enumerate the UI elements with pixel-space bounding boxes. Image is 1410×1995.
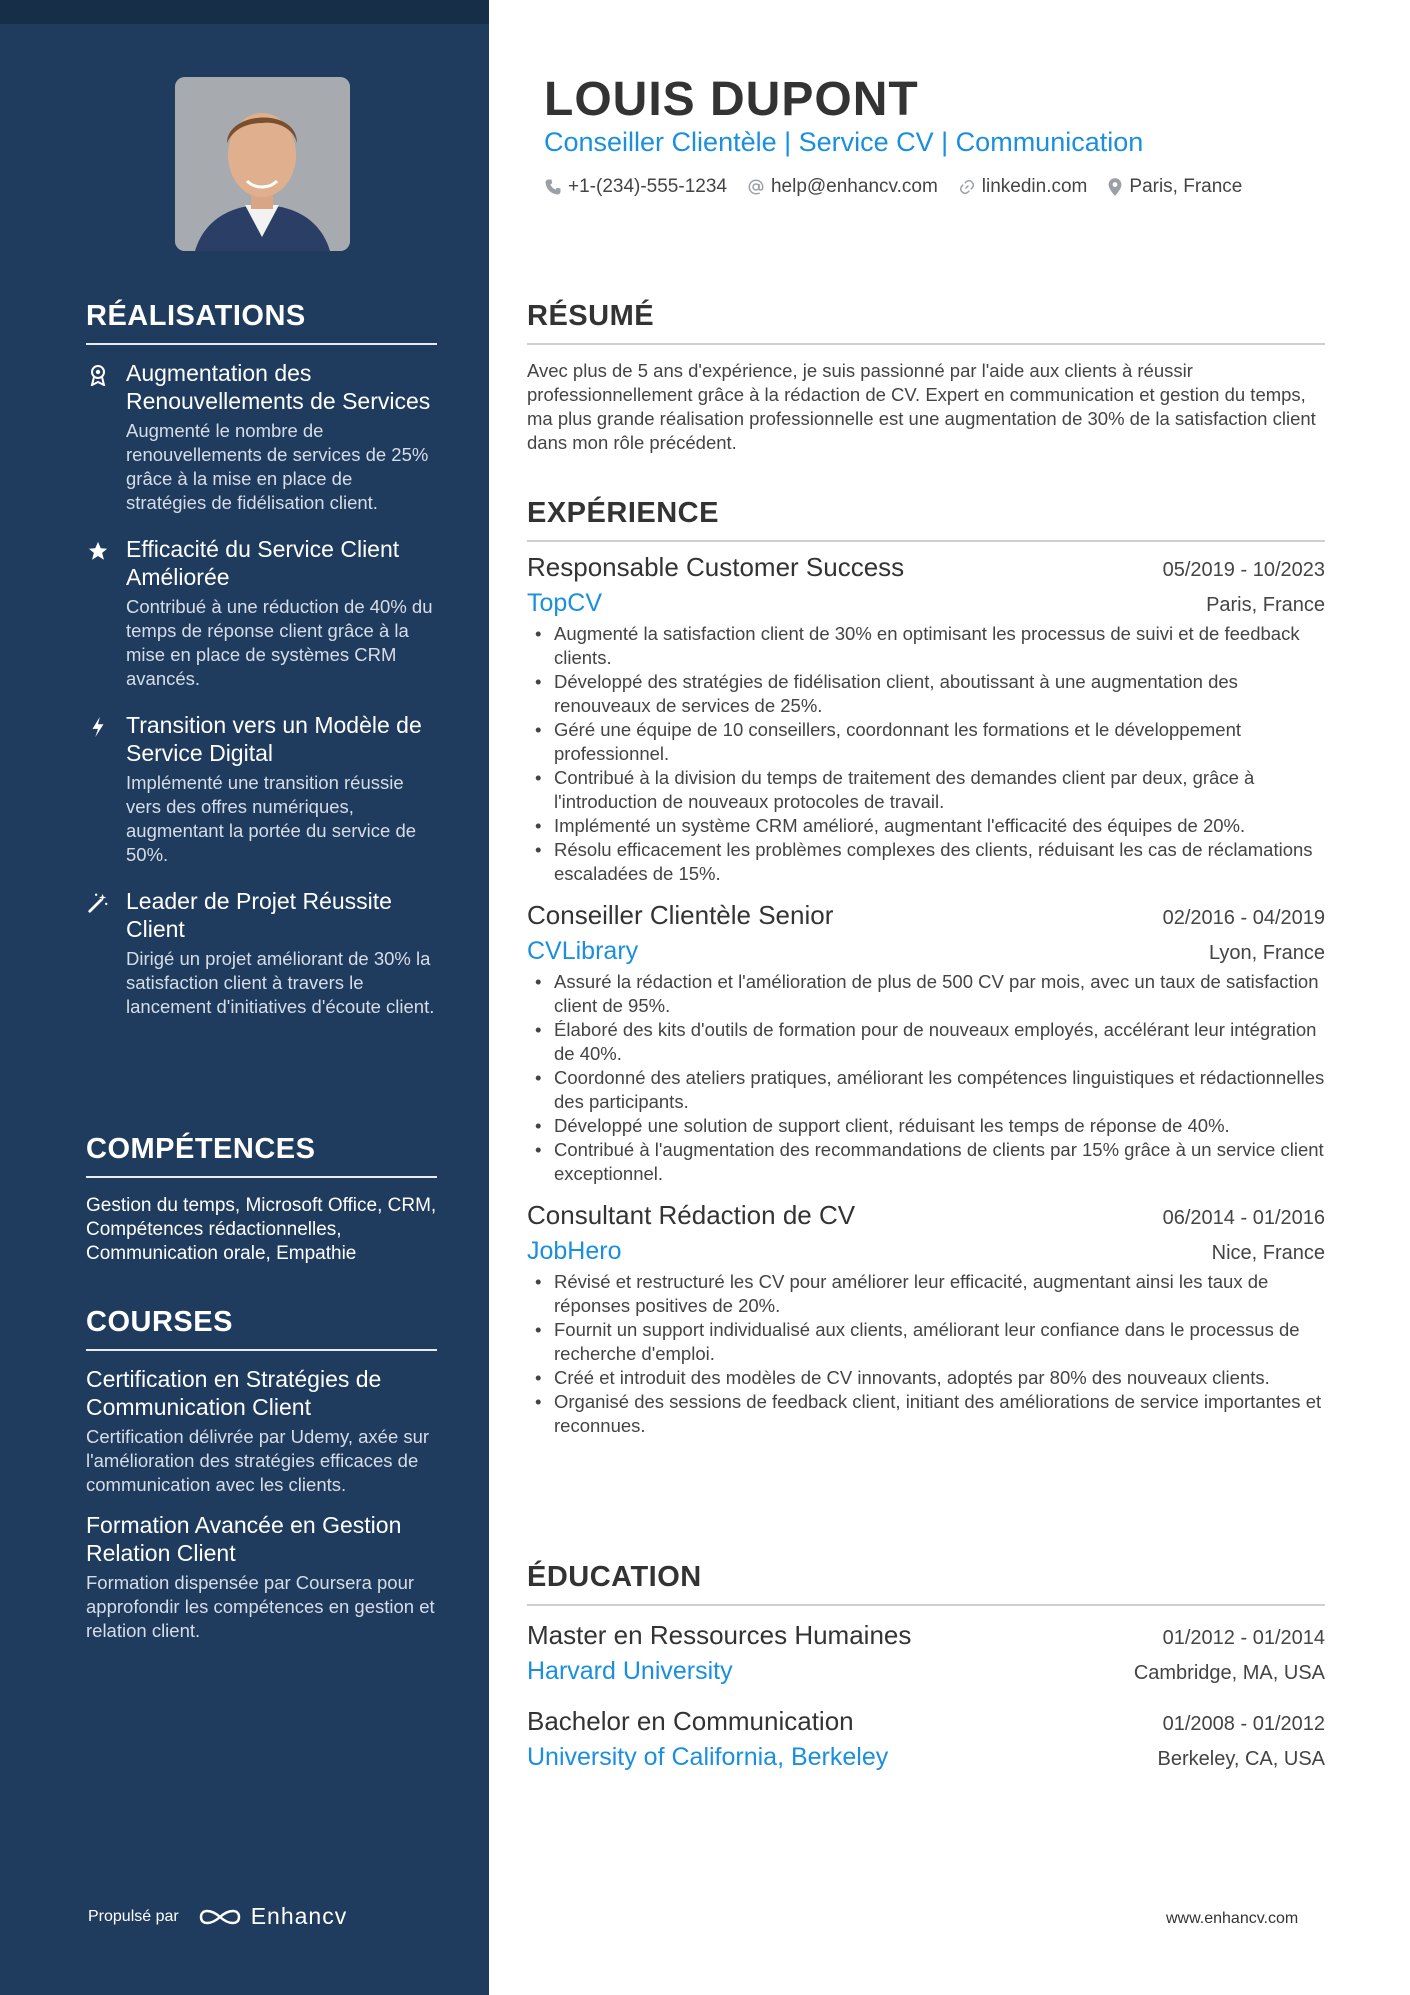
bullet-item: • Contribué à l'augmentation des recommandations de clients par 15% grâce à un service client exceptionnel. <box>527 1138 1325 1186</box>
bullet-item: • Géré une équipe de 10 conseillers, coordonnant les formations et le développement professionnel. <box>527 718 1325 766</box>
location-text: Paris, France <box>1129 176 1243 197</box>
job-dates: 02/2016 - 04/2019 <box>1162 907 1325 929</box>
course-item <box>86 1511 437 1643</box>
achievement-title: Augmentation des Renouvellements de Services <box>126 360 431 414</box>
course-title: Certification en Stratégies de Communication Client <box>86 1366 382 1420</box>
job-dates: 05/2019 - 10/2023 <box>1162 559 1325 581</box>
profile-photo <box>175 77 350 251</box>
school-location: Cambridge, MA, USA <box>1133 1662 1325 1684</box>
bullet-item: • Créé et introduit des modèles de CV innovants, adoptés par 80% des nouveaux clients. <box>527 1366 1325 1390</box>
achievement-item <box>86 359 437 515</box>
achievement-item <box>86 711 437 867</box>
contact-linkedin[interactable] <box>958 176 1088 198</box>
sidebar-top-bar <box>0 0 489 24</box>
education-dates: 01/2012 - 01/2014 <box>1162 1627 1325 1649</box>
bullet-item: • Fournit un support individualisé aux clients, améliorant leur confiance dans le processus de recherche d'emploi. <box>527 1318 1325 1366</box>
enhancv-logo-icon <box>197 1905 243 1929</box>
experience-item <box>527 1200 1325 1438</box>
headline: Conseiller Clientèle | Service CV | Communication <box>544 127 1144 157</box>
bullet-item: • Développé une solution de support client, réduisant les temps de réponse de 40%. <box>527 1114 1325 1138</box>
contact-phone[interactable] <box>544 176 727 198</box>
candidate-name: LOUIS DUPONT <box>544 73 919 126</box>
job-title: Responsable Customer Success <box>527 552 905 582</box>
experience-title: EXPÉRIENCE <box>527 497 1325 542</box>
contact-bar <box>544 176 1242 198</box>
school-name[interactable]: University of California, Berkeley <box>527 1743 889 1771</box>
bullet-item: • Contribué à la division du temps de traitement des demandes client par deux, grâce à l'introduction de nouveaux protocoles de travail. <box>527 766 1325 814</box>
job-company[interactable]: JobHero <box>527 1237 622 1265</box>
achievements-section <box>86 300 437 1019</box>
education-title: ÉDUCATION <box>527 1561 1325 1606</box>
achievement-description: Implémenté une transition réussie vers des offres numériques, augmentant la portée du service de 50%. <box>126 772 417 865</box>
job-bullets <box>527 622 1325 886</box>
achievement-title: Leader de Projet Réussite Client <box>126 888 392 942</box>
bullet-item: • Résolu efficacement les problèmes complexes des clients, réduisant les cas de réclamations escaladées de 15%. <box>527 838 1325 886</box>
job-bullets <box>527 1270 1325 1438</box>
achievement-description: Dirigé un projet améliorant de 30% la satisfaction client à travers le lancement d'initiatives d'écoute client. <box>126 948 435 1017</box>
achievements-title: RÉALISATIONS <box>86 300 437 345</box>
job-bullets <box>527 970 1325 1186</box>
bullet-item: • Révisé et restructuré les CV pour améliorer leur efficacité, augmentant ainsi les taux de réponses positives de 20%. <box>527 1270 1325 1318</box>
experience-item <box>527 900 1325 1186</box>
email-text: help@enhancv.com <box>770 176 938 197</box>
bullet-item: • Assuré la rédaction et l'amélioration de plus de 500 CV par mois, avec un taux de satisfaction client de 95%. <box>527 970 1325 1018</box>
job-company[interactable]: CVLibrary <box>527 937 639 965</box>
experience-item <box>527 552 1325 886</box>
location-pin-icon <box>1107 177 1123 197</box>
summary-text: Avec plus de 5 ans d'expérience, je suis passionné par l'aide aux clients à réussir professionnellement grâce à la rédaction de CV. Expert en communication et gestion du temps, ma plus grande réalisation professionnelle est une augmentation de 30% de la satisfaction client dans mon rôle précédent. <box>527 360 1316 453</box>
star-icon <box>86 539 110 563</box>
education-dates: 01/2008 - 01/2012 <box>1162 1713 1325 1735</box>
courses-section <box>86 1306 437 1643</box>
at-icon <box>747 178 765 196</box>
bullet-item: • Implémenté un système CRM amélioré, augmentant l'efficacité des équipes de 20%. <box>527 814 1325 838</box>
course-title: Formation Avancée en Gestion Relation Client <box>86 1512 402 1566</box>
bullet-item: • Développé des stratégies de fidélisation client, aboutissant à une augmentation des renouveaux de services de 25%. <box>527 670 1325 718</box>
education-item <box>527 1706 1325 1772</box>
enhancv-logo-text: Enhancv <box>250 1903 348 1929</box>
job-location: Lyon, France <box>1209 942 1325 964</box>
skills-section <box>86 1133 437 1266</box>
phone-icon <box>544 178 562 196</box>
bullet-item: • Augmenté la satisfaction client de 30% en optimisant les processus de suivi et de feedback clients. <box>527 622 1325 670</box>
achievement-title: Transition vers un Modèle de Service Digital <box>126 712 422 766</box>
linkedin-text: linkedin.com <box>981 176 1088 197</box>
skills-title: COMPÉTENCES <box>86 1133 437 1178</box>
course-item <box>86 1365 437 1497</box>
summary-title: RÉSUMÉ <box>527 300 1325 345</box>
job-location: Paris, France <box>1206 594 1325 616</box>
job-title: Conseiller Clientèle Senior <box>527 900 834 930</box>
bullet-item: • Coordonné des ateliers pratiques, améliorant les compétences linguistiques et rédactionnelles des participants. <box>527 1066 1325 1114</box>
achievement-description: Augmenté le nombre de renouvellements de services de 25% grâce à la mise en place de stratégies de fidélisation client. <box>126 420 429 513</box>
course-description: Formation dispensée par Coursera pour approfondir les compétences en gestion et relation client. <box>86 1572 435 1641</box>
link-icon <box>958 178 976 196</box>
phone-text: +1-(234)-555-1234 <box>568 176 727 197</box>
powered-by <box>88 1903 347 1930</box>
achievement-item <box>86 887 437 1019</box>
job-dates: 06/2014 - 01/2016 <box>1162 1207 1325 1229</box>
job-company[interactable]: TopCV <box>527 589 603 617</box>
degree-title: Bachelor en Communication <box>527 1706 854 1736</box>
experience-section <box>527 497 1325 1438</box>
job-title: Consultant Rédaction de CV <box>527 1200 856 1230</box>
achievement-item <box>86 535 437 691</box>
degree-title: Master en Ressources Humaines <box>527 1620 912 1650</box>
courses-title: COURSES <box>86 1306 437 1351</box>
job-location: Nice, France <box>1211 1242 1325 1264</box>
powered-by-label: Propulsé par <box>88 1907 179 1925</box>
achievement-description: Contribué à une réduction de 40% du temps de réponse client grâce à la mise en place de systèmes CRM avancés. <box>126 596 433 689</box>
summary-section <box>527 300 1325 455</box>
bolt-icon <box>86 715 110 739</box>
award-icon <box>86 363 110 387</box>
skills-list: Gestion du temps, Microsoft Office, CRM, Compétences rédactionnelles, Communication orale, Empathie <box>86 1195 437 1264</box>
contact-location <box>1107 176 1242 198</box>
bullet-item: • Élaboré des kits d'outils de formation pour de nouveaux employés, accélérant leur intégration de 40%. <box>527 1018 1325 1066</box>
school-location: Berkeley, CA, USA <box>1157 1748 1325 1770</box>
footer-url[interactable]: www.enhancv.com <box>1166 1910 1299 1927</box>
sidebar <box>0 0 489 1995</box>
education-section <box>527 1561 1325 1772</box>
education-item <box>527 1620 1325 1686</box>
school-name[interactable]: Harvard University <box>527 1657 733 1685</box>
achievement-title: Efficacité du Service Client Améliorée <box>126 536 400 590</box>
contact-email[interactable] <box>747 176 938 198</box>
bullet-item: • Organisé des sessions de feedback client, initiant des améliorations de service importantes et reconnues. <box>527 1390 1325 1438</box>
magic-wand-icon <box>86 891 110 915</box>
enhancv-logo[interactable] <box>197 1903 348 1930</box>
course-description: Certification délivrée par Udemy, axée sur l'amélioration des stratégies efficaces de communication avec les clients. <box>86 1426 430 1495</box>
